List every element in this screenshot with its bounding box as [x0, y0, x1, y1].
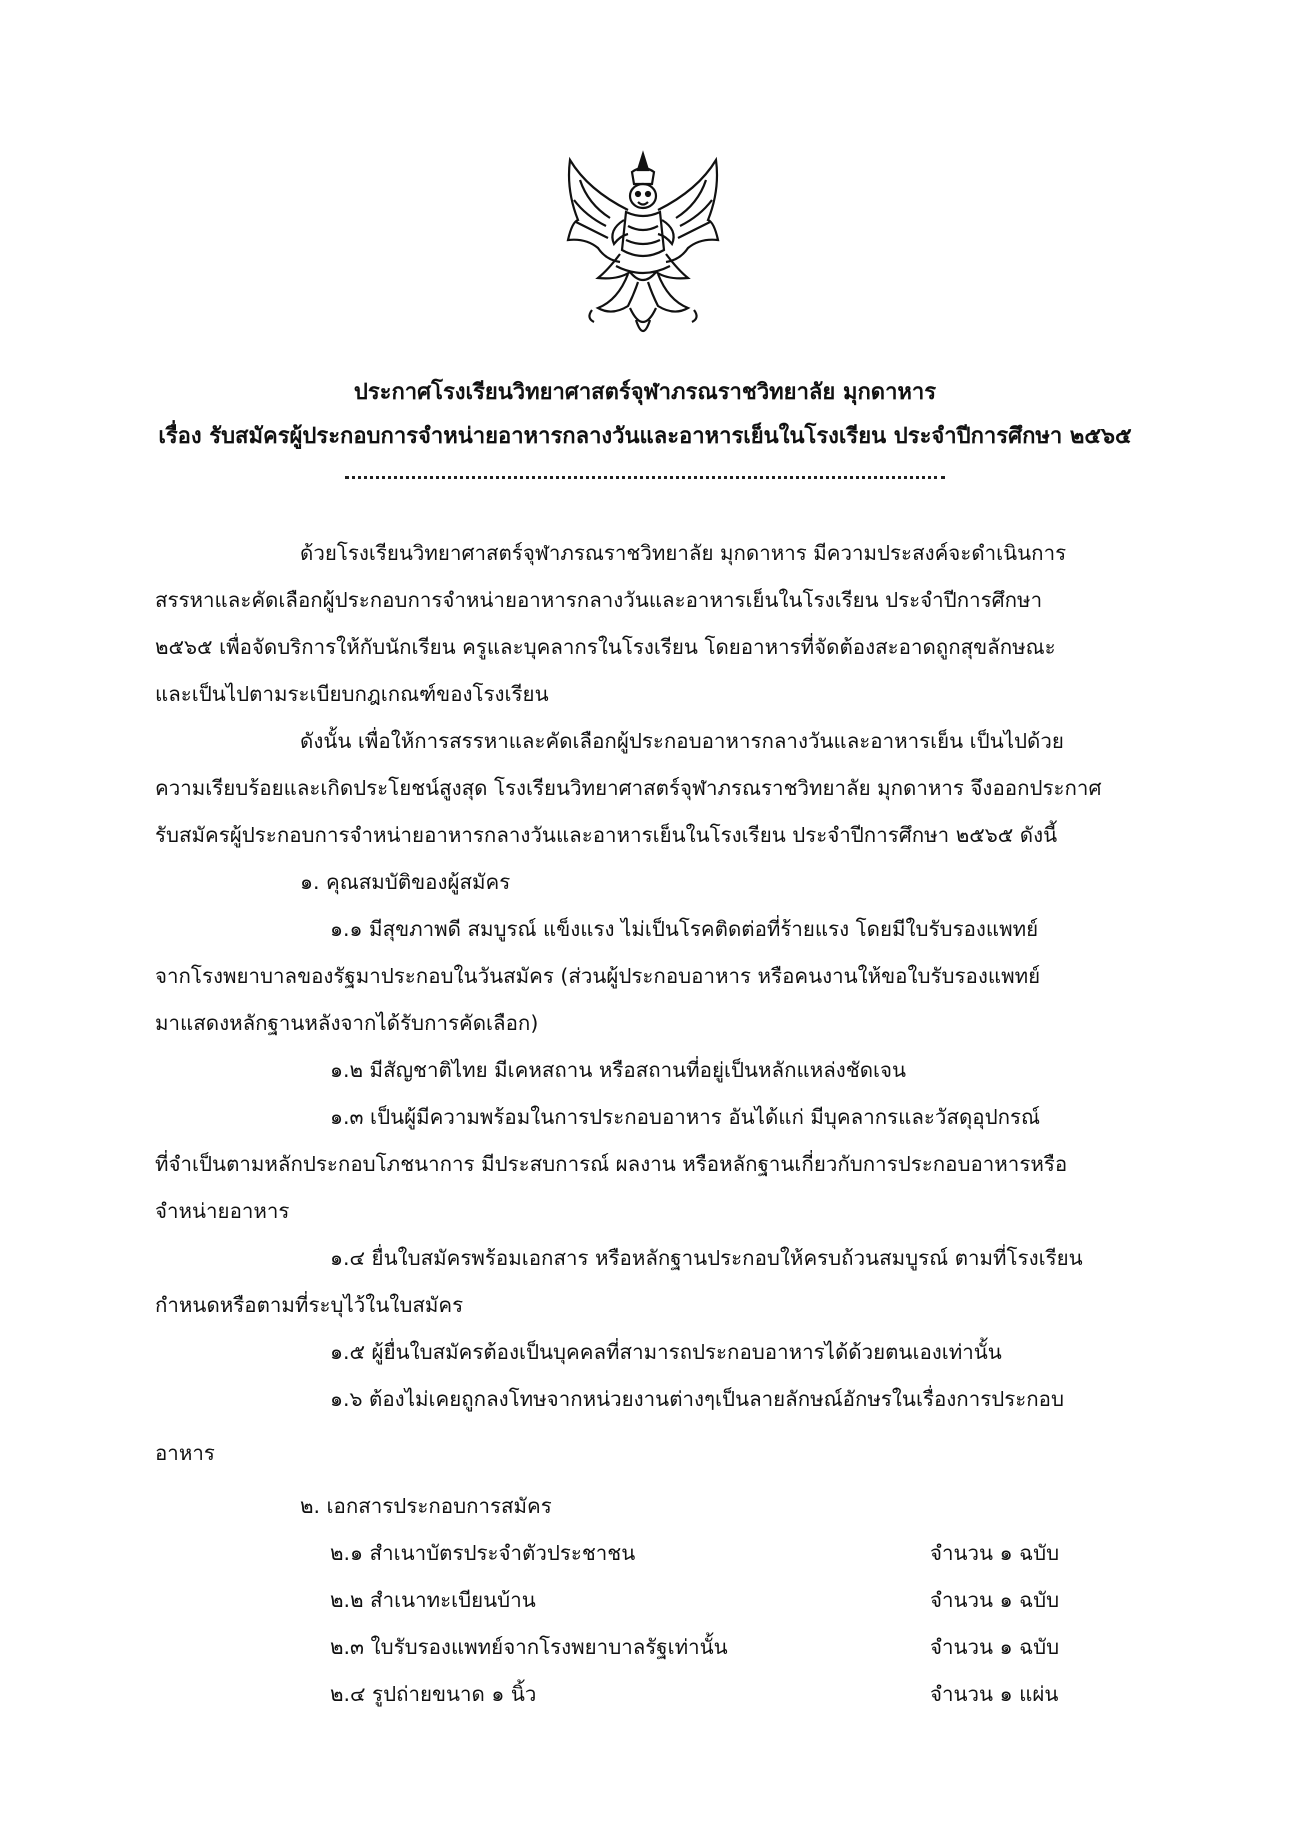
- paragraph-1-line-1: ด้วยโรงเรียนวิทยาศาสตร์จุฬาภรณราชวิทยาลัย มุกดาหาร มีความประสงค์จะดำเนินการ: [300, 541, 1067, 565]
- doc-item-label: ๒.๔ รูปถ่ายขนาด ๑ นิ้ว: [330, 1682, 537, 1706]
- dotted-divider: [345, 470, 945, 479]
- section-1-heading: ๑. คุณสมบัติของผู้สมัคร: [300, 870, 511, 894]
- item-1-3-line-3: จำหน่ายอาหาร: [155, 1199, 290, 1223]
- doc-item-qty: จำนวน ๑ แผ่น: [930, 1682, 1059, 1706]
- doc-item-label: ๒.๓ ใบรับรองแพทย์จากโรงพยาบาลรัฐเท่านั้น: [330, 1635, 728, 1659]
- paragraph-2-line-1: ดังนั้น เพื่อให้การสรรหาและคัดเลือกผู้ประกอบอาหารกลางวันและอาหารเย็น เป็นไปด้วย: [300, 729, 1064, 753]
- item-1-6-line-1: ๑.๖ ต้องไม่เคยถูกลงโทษจากหน่วยงานต่างๆเป็นลายลักษณ์อักษรในเรื่องการประกอบ: [330, 1387, 1064, 1411]
- item-1-2: ๑.๒ มีสัญชาติไทย มีเคหสถาน หรือสถานที่อยู่เป็นหลักแหล่งชัดเจน: [330, 1058, 907, 1082]
- paragraph-1-line-4: และเป็นไปตามระเบียบกฎเกณฑ์ของโรงเรียน: [155, 682, 549, 706]
- item-1-4-line-1: ๑.๔ ยื่นใบสมัครพร้อมเอกสาร หรือหลักฐานประกอบให้ครบถ้วนสมบูรณ์ ตามที่โรงเรียน: [330, 1246, 1083, 1270]
- item-1-1-line-1: ๑.๑ มีสุขภาพดี สมบูรณ์ แข็งแรง ไม่เป็นโรคติดต่อที่ร้ายแรง โดยมีใบรับรองแพทย์: [330, 917, 1039, 941]
- section-2-heading: ๒. เอกสารประกอบการสมัคร: [300, 1494, 552, 1518]
- paragraph-1-line-3: ๒๕๖๕ เพื่อจัดบริการให้กับนักเรียน ครูและบุคลากรในโรงเรียน โดยอาหารที่จัดต้องสะอาดถูกสุขลักษณะ: [155, 635, 1056, 659]
- item-1-3-line-2: ที่จำเป็นตามหลักประกอบโภชนาการ มีประสบการณ์ ผลงาน หรือหลักฐานเกี่ยวกับการประกอบอาหารหรือ: [155, 1152, 1068, 1176]
- doc-item-label: ๒.๑ สำเนาบัตรประจำตัวประชาชน: [330, 1541, 636, 1565]
- doc-item-qty: จำนวน ๑ ฉบับ: [930, 1541, 1060, 1565]
- item-1-1-line-2: จากโรงพยาบาลของรัฐมาประกอบในวันสมัคร (ส่วนผู้ประกอบอาหาร หรือคนงานให้ขอใบรับรองแพทย์: [155, 964, 1041, 988]
- item-1-5: ๑.๕ ผู้ยื่นใบสมัครต้องเป็นบุคคลที่สามารถประกอบอาหารได้ด้วยตนเองเท่านั้น: [330, 1340, 1002, 1364]
- item-1-1-line-3: มาแสดงหลักฐานหลังจากได้รับการคัดเลือก): [155, 1011, 539, 1035]
- doc-item-qty: จำนวน ๑ ฉบับ: [930, 1588, 1060, 1612]
- item-1-3-line-1: ๑.๓ เป็นผู้มีความพร้อมในการประกอบอาหาร อันได้แก่ มีบุคลากรและวัสดุอุปกรณ์: [330, 1105, 1041, 1129]
- item-1-6-line-2: อาหาร: [155, 1441, 215, 1465]
- doc-item-qty: จำนวน ๑ ฉบับ: [930, 1635, 1060, 1659]
- announcement-subject: เรื่อง รับสมัครผู้ประกอบการจำหน่ายอาหารกลางวันและอาหารเย็นในโรงเรียน ประจำปีการศึกษา ๒๕๖๕: [158, 424, 1132, 449]
- paragraph-1-line-2: สรรหาและคัดเลือกผู้ประกอบการจำหน่ายอาหารกลางวันและอาหารเย็นในโรงเรียน ประจำปีการศึกษา: [155, 588, 1043, 612]
- doc-item-label: ๒.๒ สำเนาทะเบียนบ้าน: [330, 1588, 536, 1612]
- announcement-title: ประกาศโรงเรียนวิทยาศาสตร์จุฬาภรณราชวิทยาลัย มุกดาหาร: [353, 380, 937, 405]
- garuda-emblem-icon: [558, 150, 728, 346]
- item-1-4-line-2: กำหนดหรือตามที่ระบุไว้ในใบสมัคร: [155, 1293, 464, 1317]
- paragraph-2-line-3: รับสมัครผู้ประกอบการจำหน่ายอาหารกลางวันและอาหารเย็นในโรงเรียน ประจำปีการศึกษา ๒๕๖๕ ดังนี้: [155, 823, 1058, 847]
- paragraph-2-line-2: ความเรียบร้อยและเกิดประโยชน์สูงสุด โรงเรียนวิทยาศาสตร์จุฬาภรณราชวิทยาลัย มุกดาหาร จึงออกประกาศ: [155, 776, 1102, 800]
